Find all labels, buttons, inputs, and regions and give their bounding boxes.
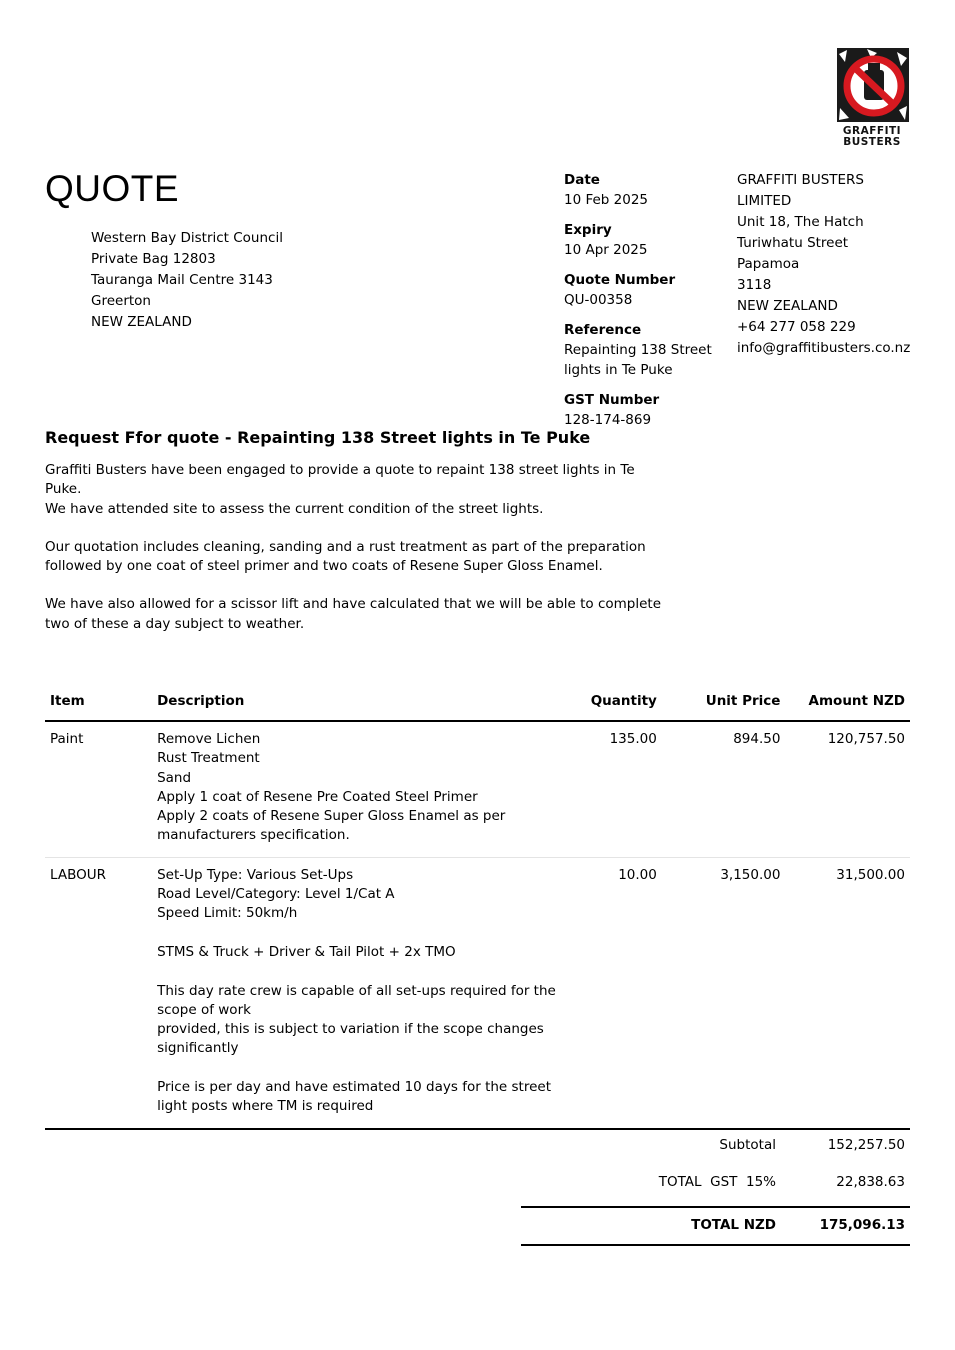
description-spacer bbox=[157, 1059, 556, 1078]
address-line: Western Bay District Council bbox=[91, 230, 283, 246]
expiry-value: 10 Apr 2025 bbox=[564, 242, 648, 258]
table-row bbox=[45, 721, 910, 857]
company-line: LIMITED bbox=[737, 193, 792, 209]
header-quantity: Quantity bbox=[561, 690, 662, 721]
description-line: provided, this is subject to variation if the scope changes bbox=[157, 1021, 544, 1038]
description-line: significantly bbox=[157, 1040, 239, 1057]
company-address bbox=[737, 170, 910, 359]
subtotal-value: 152,257.50 bbox=[827, 1137, 905, 1153]
total-row bbox=[521, 1206, 910, 1246]
description-line: Speed Limit: 50km/h bbox=[157, 905, 298, 922]
description-line: Remove Lichen bbox=[157, 731, 261, 747]
total-label: TOTAL NZD bbox=[691, 1217, 776, 1233]
description-spacer bbox=[157, 924, 556, 943]
logo-text-line2: BUSTERS bbox=[843, 136, 901, 148]
company-email: info@graffitibusters.co.nz bbox=[737, 340, 911, 356]
description-line: scope of work bbox=[157, 1001, 251, 1018]
company-line: 3118 bbox=[737, 277, 772, 293]
header-description: Description bbox=[152, 690, 561, 721]
company-line: Papamoa bbox=[737, 256, 800, 272]
intro-line: We have also allowed for a scissor lift and have calculated that we will be able to complete bbox=[45, 596, 662, 613]
item-cell: LABOUR bbox=[45, 857, 152, 1128]
address-line: Greerton bbox=[91, 293, 151, 309]
date-value: 10 Feb 2025 bbox=[564, 192, 649, 208]
description-line: Price is per day and have estimated 10 days for the street bbox=[157, 1079, 551, 1096]
quote-subject: Request Ffor quote - Repainting 138 Street lights in Te Puke bbox=[45, 428, 591, 447]
line-items-table bbox=[45, 690, 910, 1130]
address-line: Tauranga Mail Centre 3143 bbox=[91, 272, 273, 288]
recipient-address bbox=[91, 228, 283, 333]
subtotal-row bbox=[521, 1132, 910, 1169]
graffiti-busters-emblem-icon bbox=[837, 48, 909, 122]
description-line: manufacturers specification. bbox=[157, 827, 350, 844]
description-line: Road Level/Category: Level 1/Cat A bbox=[157, 886, 395, 903]
reference-value-line1: Repainting 138 Street bbox=[564, 342, 712, 358]
intro-line: We have attended site to assess the current condition of the street lights. bbox=[45, 500, 544, 517]
description-line: Apply 2 coats of Resene Super Gloss Enamel as per bbox=[157, 808, 506, 825]
intro-line: two of these a day subject to weather. bbox=[45, 615, 305, 632]
intro-paragraph bbox=[45, 538, 665, 577]
gst-label: TOTAL GST 15% bbox=[658, 1174, 776, 1190]
description-cell bbox=[152, 857, 561, 1128]
quote-number-value: QU-00358 bbox=[564, 292, 633, 308]
description-line: light posts where TM is required bbox=[157, 1098, 374, 1115]
header-amount: Amount NZD bbox=[785, 690, 910, 721]
address-line: NEW ZEALAND bbox=[91, 314, 192, 330]
intro-line: Graffiti Busters have been engaged to provide a quote to repaint 138 street lights in Te Puke. bbox=[45, 462, 635, 498]
company-phone: +64 277 058 229 bbox=[737, 319, 856, 335]
gst-number-value: 128-174-869 bbox=[564, 412, 652, 428]
page-title: QUOTE bbox=[45, 168, 180, 209]
description-spacer bbox=[157, 962, 556, 981]
table-row bbox=[45, 857, 910, 1128]
intro-text bbox=[45, 461, 665, 653]
description-line: This day rate crew is capable of all set-ups required for the bbox=[157, 982, 556, 999]
item-cell: Paint bbox=[45, 721, 152, 857]
company-line: Turiwhatu Street bbox=[737, 235, 849, 251]
amount-cell: 31,500.00 bbox=[785, 857, 910, 1128]
date-label: Date bbox=[564, 172, 600, 188]
reference-value-line2: lights in Te Puke bbox=[564, 362, 673, 378]
gst-row bbox=[521, 1169, 910, 1206]
logo-text-line1: GRAFFITI bbox=[842, 125, 902, 137]
intro-paragraph bbox=[45, 461, 665, 519]
description-line: Apply 1 coat of Resene Pre Coated Steel Primer bbox=[157, 788, 478, 805]
unit-price-cell: 894.50 bbox=[662, 721, 786, 857]
subtotal-label: Subtotal bbox=[719, 1137, 776, 1153]
intro-line: followed by one coat of steel primer and two coats of Resene Super Gloss Enamel. bbox=[45, 558, 603, 575]
table-header-row bbox=[45, 690, 910, 721]
company-line: NEW ZEALAND bbox=[737, 298, 838, 314]
company-logo bbox=[834, 48, 910, 148]
address-line: Private Bag 12803 bbox=[91, 251, 216, 267]
description-line: Rust Treatment bbox=[157, 750, 260, 767]
header-unit-price: Unit Price bbox=[662, 690, 786, 721]
quantity-cell: 135.00 bbox=[561, 721, 662, 857]
quote-meta bbox=[564, 170, 712, 430]
intro-line: Our quotation includes cleaning, sanding and a rust treatment as part of the preparation bbox=[45, 538, 646, 555]
gst-number-label: GST Number bbox=[564, 392, 660, 408]
company-line: GRAFFITI BUSTERS bbox=[737, 172, 864, 188]
reference-label: Reference bbox=[564, 322, 642, 338]
header-item: Item bbox=[45, 690, 152, 721]
amount-cell: 120,757.50 bbox=[785, 721, 910, 857]
description-line: STMS & Truck + Driver & Tail Pilot + 2x TMO bbox=[157, 943, 456, 960]
intro-paragraph bbox=[45, 595, 665, 634]
expiry-label: Expiry bbox=[564, 222, 612, 238]
description-line: Set-Up Type: Various Set-Ups bbox=[157, 866, 354, 883]
total-value: 175,096.13 bbox=[819, 1217, 905, 1233]
description-line: Sand bbox=[157, 769, 192, 786]
description-cell bbox=[152, 721, 561, 857]
gst-value: 22,838.63 bbox=[836, 1174, 905, 1190]
totals-block bbox=[521, 1132, 910, 1246]
unit-price-cell: 3,150.00 bbox=[662, 857, 786, 1128]
quote-number-label: Quote Number bbox=[564, 272, 676, 288]
company-line: Unit 18, The Hatch bbox=[737, 214, 864, 230]
quantity-cell: 10.00 bbox=[561, 857, 662, 1128]
